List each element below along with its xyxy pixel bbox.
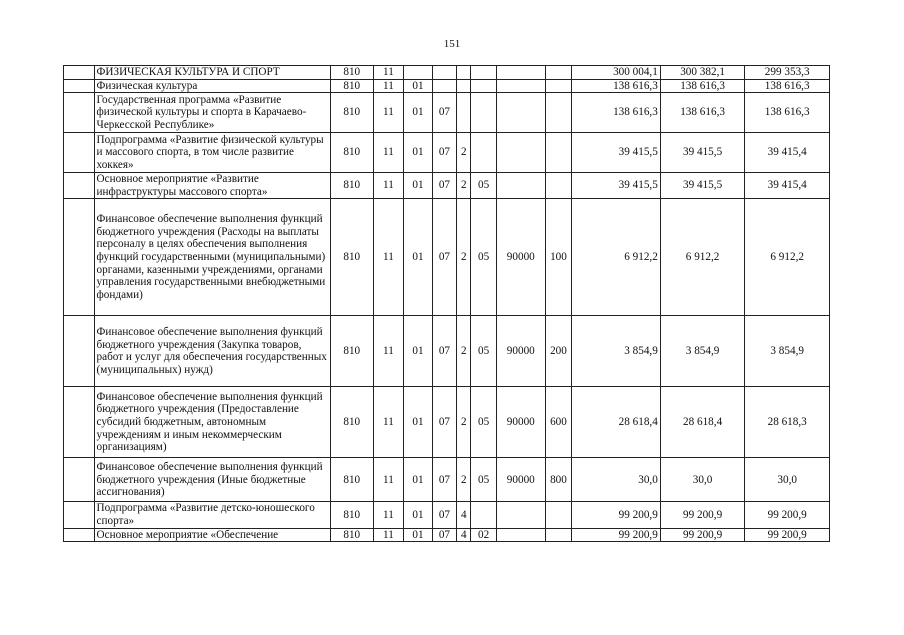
cell-amount-year2: 30,0 bbox=[660, 458, 745, 502]
cell-activity bbox=[471, 93, 496, 133]
cell-activity: 02 bbox=[471, 528, 496, 542]
cell-ved: 810 bbox=[330, 173, 373, 199]
row-name: Финансовое обеспечение выполнения функций бюджетного учреждения (Закупка товаров, работ и услуг для обеспечения государственных (муниципальных) нужд) bbox=[94, 316, 330, 387]
cell-ved: 810 bbox=[330, 458, 373, 502]
cell-activity bbox=[471, 133, 496, 173]
cell-amount-year1: 39 415,5 bbox=[572, 133, 661, 173]
cell-amount-year2: 300 382,1 bbox=[660, 66, 745, 80]
cell-expense-type bbox=[545, 133, 571, 173]
cell-ved: 810 bbox=[330, 316, 373, 387]
cell-direction bbox=[496, 133, 545, 173]
table-row bbox=[64, 133, 830, 173]
cell-amount-year3: 39 415,4 bbox=[745, 133, 830, 173]
cell-activity: 05 bbox=[471, 387, 496, 458]
cell-program: 07 bbox=[432, 528, 456, 542]
cell-section: 11 bbox=[373, 66, 404, 80]
cell-program bbox=[432, 66, 456, 80]
cell-section: 11 bbox=[373, 502, 404, 528]
row-name: Подпрограмма «Развитие физической культуры и массового спорта, в том числе развитие хоккея» bbox=[94, 133, 330, 173]
cell-ved: 810 bbox=[330, 133, 373, 173]
cell-subprogram: 2 bbox=[457, 133, 471, 173]
cell-ved: 810 bbox=[330, 79, 373, 93]
cell-expense-type bbox=[545, 66, 571, 80]
cell-amount-year3: 99 200,9 bbox=[745, 502, 830, 528]
cell-amount-year2: 39 415,5 bbox=[660, 173, 745, 199]
cell-activity: 05 bbox=[471, 458, 496, 502]
row-name: Основное мероприятие «Развитие инфраструктуры массового спорта» bbox=[94, 173, 330, 199]
cell-subsection: 01 bbox=[404, 387, 433, 458]
cell-expense-type: 600 bbox=[545, 387, 571, 458]
cell-expense-type bbox=[545, 528, 571, 542]
cell-blank bbox=[64, 66, 95, 80]
cell-amount-year2: 28 618,4 bbox=[660, 387, 745, 458]
budget-table bbox=[63, 65, 830, 542]
cell-ved: 810 bbox=[330, 199, 373, 316]
cell-amount-year1: 3 854,9 bbox=[572, 316, 661, 387]
cell-subsection: 01 bbox=[404, 133, 433, 173]
row-name: Финансовое обеспечение выполнения функций бюджетного учреждения (Иные бюджетные ассигнования) bbox=[94, 458, 330, 502]
cell-activity bbox=[471, 66, 496, 80]
table-row bbox=[64, 316, 830, 387]
cell-section: 11 bbox=[373, 199, 404, 316]
row-name: Финансовое обеспечение выполнения функций бюджетного учреждения (Предоставление субсидий бюджетным, автономным учреждениям и иным некоммерческим организациям) bbox=[94, 387, 330, 458]
cell-subprogram: 2 bbox=[457, 316, 471, 387]
cell-ved: 810 bbox=[330, 66, 373, 80]
cell-amount-year1: 30,0 bbox=[572, 458, 661, 502]
cell-program: 07 bbox=[432, 93, 456, 133]
cell-activity: 05 bbox=[471, 199, 496, 316]
cell-blank bbox=[64, 199, 95, 316]
cell-subprogram: 2 bbox=[457, 173, 471, 199]
cell-expense-type: 200 bbox=[545, 316, 571, 387]
table-row bbox=[64, 173, 830, 199]
cell-subsection: 01 bbox=[404, 458, 433, 502]
cell-amount-year3: 39 415,4 bbox=[745, 173, 830, 199]
cell-ved: 810 bbox=[330, 387, 373, 458]
cell-subprogram: 2 bbox=[457, 458, 471, 502]
cell-direction: 90000 bbox=[496, 316, 545, 387]
cell-section: 11 bbox=[373, 458, 404, 502]
cell-amount-year2: 138 616,3 bbox=[660, 79, 745, 93]
cell-amount-year1: 99 200,9 bbox=[572, 502, 661, 528]
cell-program: 07 bbox=[432, 133, 456, 173]
cell-section: 11 bbox=[373, 387, 404, 458]
cell-amount-year3: 99 200,9 bbox=[745, 528, 830, 542]
row-name: Подпрограмма «Развитие детско-юношеского спорта» bbox=[94, 502, 330, 528]
cell-section: 11 bbox=[373, 173, 404, 199]
cell-direction bbox=[496, 173, 545, 199]
cell-direction bbox=[496, 79, 545, 93]
cell-amount-year2: 99 200,9 bbox=[660, 502, 745, 528]
cell-amount-year3: 3 854,9 bbox=[745, 316, 830, 387]
table-row bbox=[64, 458, 830, 502]
cell-activity bbox=[471, 79, 496, 93]
cell-amount-year1: 28 618,4 bbox=[572, 387, 661, 458]
table-row bbox=[64, 93, 830, 133]
cell-amount-year2: 39 415,5 bbox=[660, 133, 745, 173]
cell-expense-type bbox=[545, 79, 571, 93]
cell-expense-type bbox=[545, 502, 571, 528]
cell-blank bbox=[64, 502, 95, 528]
cell-blank bbox=[64, 79, 95, 93]
cell-amount-year2: 99 200,9 bbox=[660, 528, 745, 542]
cell-direction: 90000 bbox=[496, 387, 545, 458]
cell-program: 07 bbox=[432, 173, 456, 199]
table-row bbox=[64, 387, 830, 458]
cell-section: 11 bbox=[373, 528, 404, 542]
cell-amount-year3: 299 353,3 bbox=[745, 66, 830, 80]
cell-amount-year3: 138 616,3 bbox=[745, 93, 830, 133]
cell-section: 11 bbox=[373, 133, 404, 173]
cell-expense-type: 100 bbox=[545, 199, 571, 316]
cell-amount-year2: 3 854,9 bbox=[660, 316, 745, 387]
cell-subsection: 01 bbox=[404, 316, 433, 387]
cell-amount-year1: 138 616,3 bbox=[572, 93, 661, 133]
cell-amount-year3: 6 912,2 bbox=[745, 199, 830, 316]
cell-expense-type bbox=[545, 173, 571, 199]
row-name: Финансовое обеспечение выполнения функций бюджетного учреждения (Расходы на выплаты персоналу в целях обеспечения выполнения функций государственными (муниципальными) органами, казенными учреждениями, органами управления государственными внебюджетными фондами) bbox=[94, 199, 330, 316]
cell-amount-year2: 6 912,2 bbox=[660, 199, 745, 316]
cell-amount-year1: 39 415,5 bbox=[572, 173, 661, 199]
cell-blank bbox=[64, 528, 95, 542]
cell-direction bbox=[496, 66, 545, 80]
cell-subprogram: 4 bbox=[457, 528, 471, 542]
cell-subprogram bbox=[457, 93, 471, 133]
table-row bbox=[64, 66, 830, 80]
cell-amount-year3: 30,0 bbox=[745, 458, 830, 502]
table-row bbox=[64, 199, 830, 316]
cell-subsection: 01 bbox=[404, 199, 433, 316]
cell-program: 07 bbox=[432, 316, 456, 387]
cell-amount-year3: 28 618,3 bbox=[745, 387, 830, 458]
row-name: ФИЗИЧЕСКАЯ КУЛЬТУРА И СПОРТ bbox=[94, 66, 330, 80]
cell-amount-year1: 99 200,9 bbox=[572, 528, 661, 542]
cell-subsection: 01 bbox=[404, 173, 433, 199]
cell-amount-year1: 300 004,1 bbox=[572, 66, 661, 80]
cell-subsection bbox=[404, 66, 433, 80]
cell-subprogram bbox=[457, 66, 471, 80]
cell-subsection: 01 bbox=[404, 93, 433, 133]
cell-direction: 90000 bbox=[496, 199, 545, 316]
table-row bbox=[64, 528, 830, 542]
table-row bbox=[64, 79, 830, 93]
cell-amount-year2: 138 616,3 bbox=[660, 93, 745, 133]
cell-amount-year1: 6 912,2 bbox=[572, 199, 661, 316]
cell-amount-year3: 138 616,3 bbox=[745, 79, 830, 93]
cell-ved: 810 bbox=[330, 528, 373, 542]
cell-blank bbox=[64, 133, 95, 173]
cell-activity: 05 bbox=[471, 173, 496, 199]
cell-ved: 810 bbox=[330, 502, 373, 528]
cell-subsection: 01 bbox=[404, 79, 433, 93]
cell-blank bbox=[64, 316, 95, 387]
cell-ved: 810 bbox=[330, 93, 373, 133]
cell-section: 11 bbox=[373, 79, 404, 93]
cell-program: 07 bbox=[432, 458, 456, 502]
cell-subsection: 01 bbox=[404, 528, 433, 542]
cell-program: 07 bbox=[432, 199, 456, 316]
cell-blank bbox=[64, 387, 95, 458]
cell-direction bbox=[496, 502, 545, 528]
cell-blank bbox=[64, 93, 95, 133]
row-name: Основное мероприятие «Обеспечение bbox=[94, 528, 330, 542]
cell-section: 11 bbox=[373, 316, 404, 387]
cell-direction bbox=[496, 93, 545, 133]
cell-activity: 05 bbox=[471, 316, 496, 387]
cell-program: 07 bbox=[432, 502, 456, 528]
cell-subprogram: 4 bbox=[457, 502, 471, 528]
cell-subprogram: 2 bbox=[457, 387, 471, 458]
cell-blank bbox=[64, 458, 95, 502]
cell-program bbox=[432, 79, 456, 93]
cell-direction: 90000 bbox=[496, 458, 545, 502]
cell-expense-type: 800 bbox=[545, 458, 571, 502]
cell-subprogram bbox=[457, 79, 471, 93]
cell-program: 07 bbox=[432, 387, 456, 458]
row-name: Физическая культура bbox=[94, 79, 330, 93]
table-row bbox=[64, 502, 830, 528]
cell-subsection: 01 bbox=[404, 502, 433, 528]
cell-subprogram: 2 bbox=[457, 199, 471, 316]
cell-direction bbox=[496, 528, 545, 542]
cell-blank bbox=[64, 173, 95, 199]
page-number: 151 bbox=[443, 38, 461, 50]
cell-amount-year1: 138 616,3 bbox=[572, 79, 661, 93]
cell-section: 11 bbox=[373, 93, 404, 133]
cell-activity bbox=[471, 502, 496, 528]
row-name: Государственная программа «Развитие физической культуры и спорта в Карачаево-Черкесской Республике» bbox=[94, 93, 330, 133]
cell-expense-type bbox=[545, 93, 571, 133]
